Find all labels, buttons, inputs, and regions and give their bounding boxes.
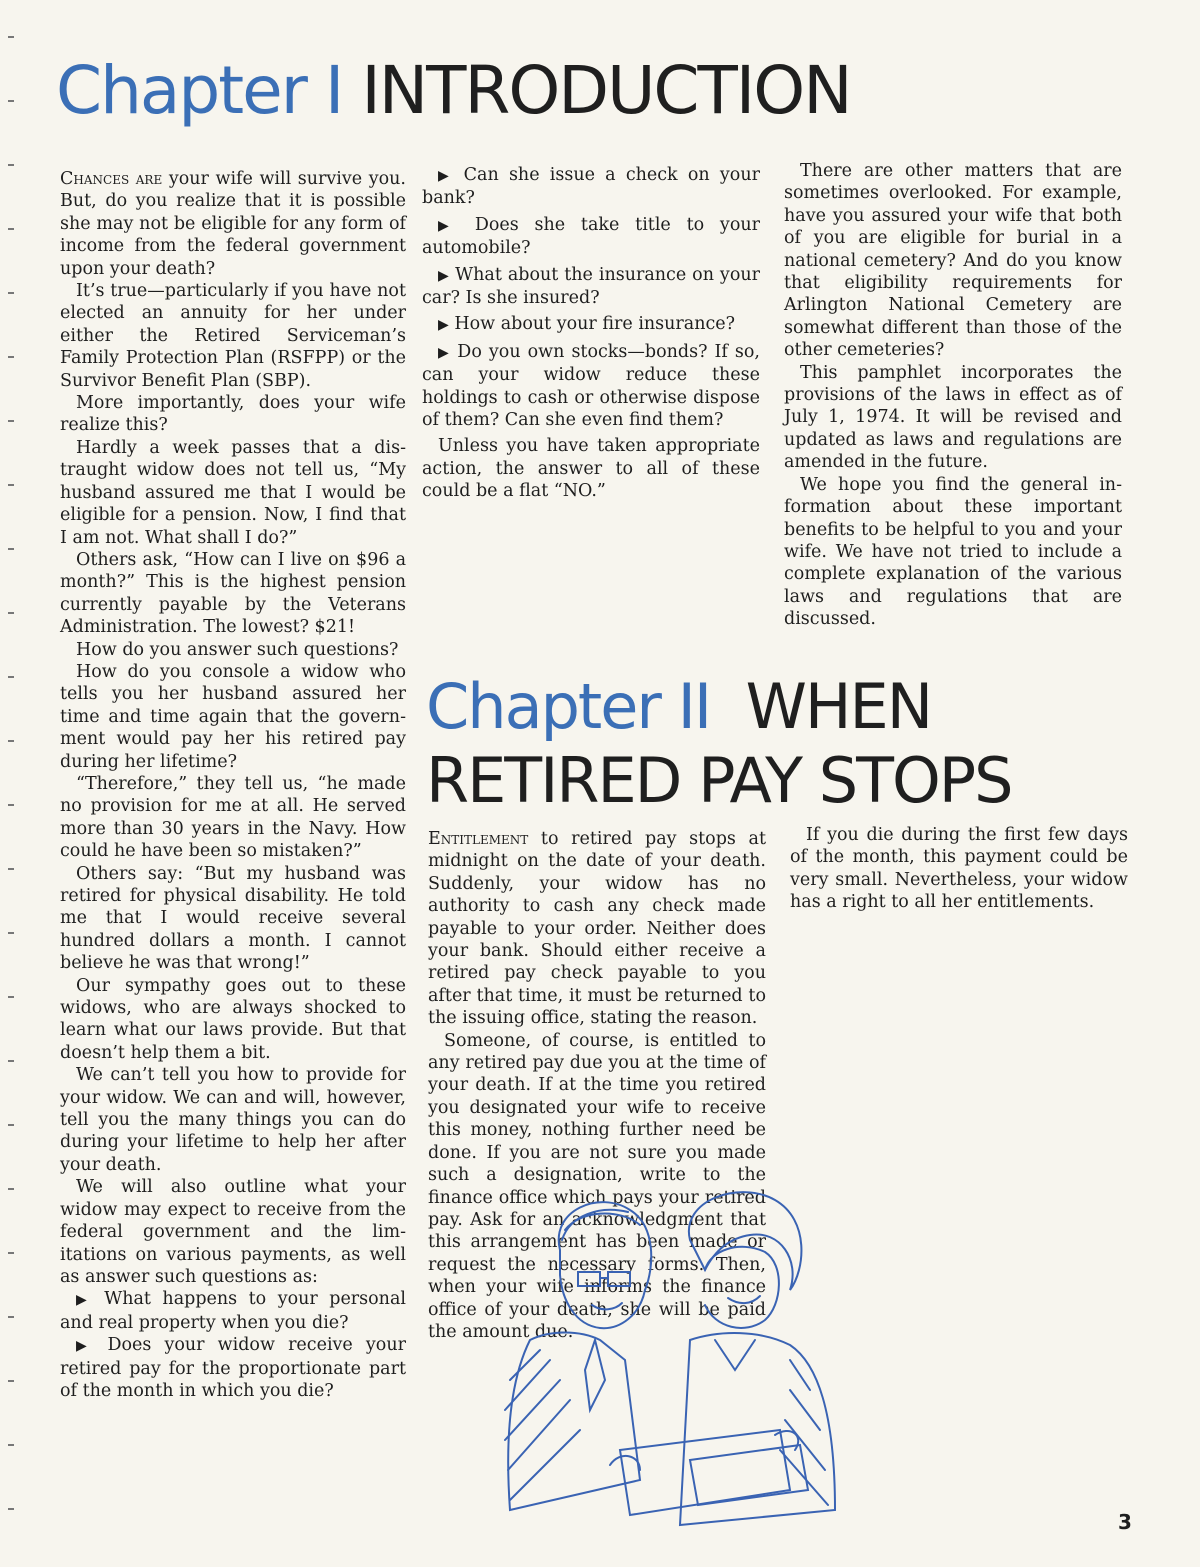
chapter-2-column-2: [790, 824, 1128, 914]
question-item: ▶ Does your widow receive your retired pay for the proportionate part of the month in which you die?: [60, 1335, 406, 1401]
chapter-2-title-line-2: RETIRED PAY STOPS: [426, 744, 1012, 817]
woman-smile: [728, 1296, 760, 1303]
binding-edge: [0, 0, 26, 1567]
binding-tick: [8, 484, 14, 486]
question-item: ▶ Do you own stocks—bonds? If so, can your widow reduce these holdings to cash or otherwise dispose of them? Can she even find them?: [422, 341, 760, 431]
triangle-bullet-icon: ▶: [438, 217, 460, 234]
binding-tick: [8, 548, 14, 550]
page-number: 3: [1118, 1510, 1132, 1534]
paragraph: Entitlement to retired pay stops at midnight on the date of your death. Suddenly, your widow has no authority to cash any check made payable to your order. Neither does your bank. Should either receive a retired pay check payable to you after that time, it must be returned to the issuing office, stating the reason.: [428, 829, 766, 1029]
binding-tick: [8, 292, 14, 294]
chapter-1-column-3: [784, 160, 1122, 631]
woman-hatching: [780, 1360, 828, 1505]
binding-tick: [8, 1188, 14, 1190]
binding-tick: [8, 996, 14, 998]
chapter-1-column-2: [422, 164, 760, 503]
triangle-bullet-icon: ▶: [438, 317, 449, 334]
chapter-1-column-1: [60, 168, 406, 1402]
binding-tick: [8, 1060, 14, 1062]
binding-tick: [8, 804, 14, 806]
triangle-bullet-icon: ▶: [76, 1338, 95, 1355]
elderly-couple-illustration: [490, 1180, 850, 1550]
binding-tick: [8, 740, 14, 742]
lead-small-caps: Chances are: [60, 169, 163, 189]
hands: [610, 1431, 798, 1470]
chapter-1-heading: [56, 52, 851, 130]
woman-collar: [715, 1340, 755, 1370]
question-item: ▶ How about your fire insurance?: [438, 314, 736, 335]
chapter-2-label: Chapter II: [426, 670, 711, 743]
man-hatching: [505, 1350, 580, 1500]
paragraph: There are other matters that are sometimes overlooked. For example, have you assured your wife that both of you are eligible for burial in a national cemetery? And do you know that eligibility requirements for Arlington National Cemetery are somewhat different than those of the other cemeteries?: [784, 161, 1122, 361]
man-hair: [562, 1210, 640, 1240]
binding-tick: [8, 868, 14, 870]
paragraph: Someone, of course, is entitled to any retired pay due you at the time of your death. If at the time you retired you designated your wife to receive this money, nothing further need be done. If you are not sure you made such a designation, write to the finance office which pays your retired pay. Ask for an acknowledgment that this arrangement has been made or request the necessary forms. Then, when your wife informs the finance office of your death, she will be paid the amount due.: [428, 1030, 766, 1342]
paragraph: Unless you have taken appropriate action, the answer to all of these could be a flat “NO.”: [422, 436, 760, 502]
paragraph: We will also outline what your widow may expect to receive from the federal government and the limitations on various payments, as well as answer such questions as:: [60, 1177, 406, 1287]
question-item: ▶ What happens to your personal and real property when you die?: [60, 1289, 406, 1333]
paragraph: It’s true—particularly if you have not elected an annuity for her under either the Retired Serviceman’s Family Protection Plan (RSFPP) or the Survivor Benefit Plan (SBP).: [60, 281, 406, 391]
binding-tick: [8, 228, 14, 230]
chapter-1-label: Chapter I: [56, 52, 343, 129]
triangle-bullet-icon: ▶: [438, 168, 454, 184]
binding-tick: [8, 1380, 14, 1382]
woman-face: [705, 1247, 779, 1328]
man-glasses: [578, 1272, 630, 1286]
paragraph: “Therefore,” they tell us, “he made no provision for me at all. He served more than 30 years in the Navy. How could he have been so mistaken?”: [60, 773, 406, 862]
chapter-2-heading: [426, 670, 1012, 818]
paragraph: Others ask, “How can I live on $96 a month?” This is the highest pension currently payable by the Veterans Administration. The lowest? $21!: [60, 549, 406, 638]
binding-tick: [8, 676, 14, 678]
paragraph: Hardly a week passes that a distraught widow does not tell us, “My husband assured me that I would be eligible for a pension. Now, I find that I am not. What shall I do?”: [60, 437, 406, 548]
paragraph: This pamphlet incorporates the provisions of the laws in effect as of July 1, 1974. It will be revised and updated as laws and regulations are amended in the future.: [784, 362, 1122, 473]
lead-small-caps: Entitlement: [428, 829, 529, 849]
paragraph: More importantly, does your wife realize this?: [60, 393, 406, 436]
paragraph: We can’t tell you how to provide for your widow. We can and will, however, tell you the many things you can do during your lifetime to help her after your death.: [60, 1065, 406, 1175]
paragraph: We hope you find the general information about these important benefits to be helpful to you and your wife. We have not tried to include a complete explanation of the various laws and regulations that are discussed.: [784, 474, 1122, 630]
question-item: ▶ Can she issue a check on your bank?: [422, 165, 760, 209]
question-item: ▶ Does she take title to your automobile?: [422, 214, 760, 259]
woman-hair: [689, 1192, 802, 1290]
paragraph: How do you answer such questions?: [76, 639, 399, 660]
triangle-bullet-icon: ▶: [438, 344, 451, 361]
binding-tick: [8, 36, 14, 38]
binding-tick: [8, 1508, 14, 1510]
binding-tick: [8, 356, 14, 358]
question-item: ▶ What about the insurance on your car? Is she insured?: [422, 264, 760, 309]
man-tie: [585, 1340, 605, 1410]
letter: [620, 1430, 790, 1515]
binding-tick: [8, 1124, 14, 1126]
chapter-1-title: INTRODUCTION: [361, 52, 851, 129]
binding-tick: [8, 100, 14, 102]
binding-tick: [8, 420, 14, 422]
binding-tick: [8, 1252, 14, 1254]
paragraph: Chances are your wife will survive you. But, do you realize that it is possible she may not be eligible for any form of income from the federal government upon your death?: [60, 169, 406, 279]
binding-tick: [8, 1316, 14, 1318]
triangle-bullet-icon: ▶: [76, 1292, 93, 1309]
paragraph: Our sympathy goes out to these widows, who are always shocked to learn what our laws provide. But that doesn’t help them a bit.: [60, 975, 406, 1063]
paragraph: Others say: “But my husband was retired for physical disability. He told me that I would receive several hundred dollars a month. I cannot believe he was that wrong!”: [60, 863, 406, 974]
binding-tick: [8, 1444, 14, 1446]
paragraph: How do you console a widow who tells you her husband assured her time and time again that the government would pay her his retired pay during her lifetime?: [60, 661, 406, 772]
binding-tick: [8, 612, 14, 614]
binding-tick: [8, 932, 14, 934]
chapter-2-title-line-1: WHEN: [745, 670, 932, 743]
man-smile: [592, 1303, 622, 1309]
binding-tick: [8, 164, 14, 166]
triangle-bullet-icon: ▶: [438, 267, 450, 284]
paragraph: If you die during the first few days of the month, this payment could be very small. Nevertheless, your widow has a right to all her entitlements.: [790, 825, 1128, 913]
